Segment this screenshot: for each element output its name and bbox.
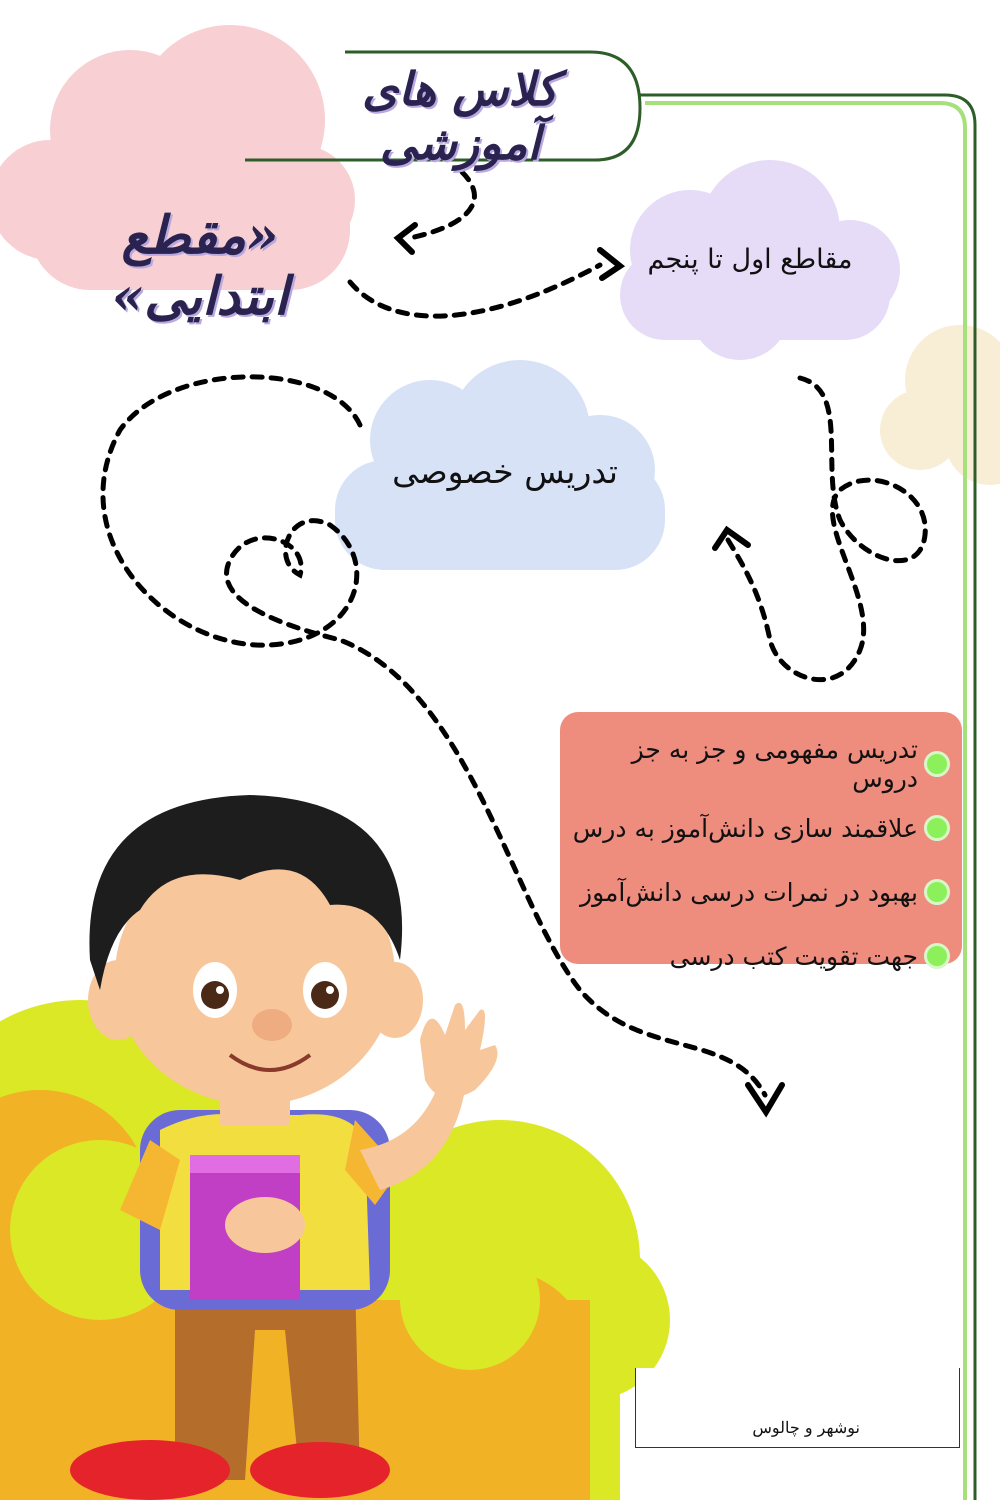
benefit-text: بهبود در نمرات درسی دانش‌آموز: [580, 877, 918, 907]
benefit-text: علاقمند سازی دانش‌آموز به درس: [572, 813, 918, 843]
page-subtitle: «مقطع ابتدایی»: [111, 205, 289, 327]
grades-label: مقاطع اول تا پنجم: [647, 244, 853, 275]
bullet-icon: [924, 879, 950, 905]
benefit-text: تدریس مفهومی و جز به جز دروس: [631, 735, 918, 793]
bullet-icon: [924, 815, 950, 841]
bullet-icon: [924, 943, 950, 969]
benefit-text: جهت تقویت کتب درسی: [669, 941, 918, 971]
page-title: کلاس های آموزشی: [362, 62, 558, 170]
bullet-icon: [924, 751, 950, 777]
location-text: نوشهر و چالوس: [752, 1418, 860, 1437]
benefits-box: [560, 712, 962, 971]
benefit-item: [570, 924, 950, 988]
benefit-item: [570, 732, 950, 796]
benefit-item: [570, 860, 950, 924]
benefit-item: [570, 796, 950, 860]
tutoring-label: تدریس خصوصی: [392, 452, 618, 491]
